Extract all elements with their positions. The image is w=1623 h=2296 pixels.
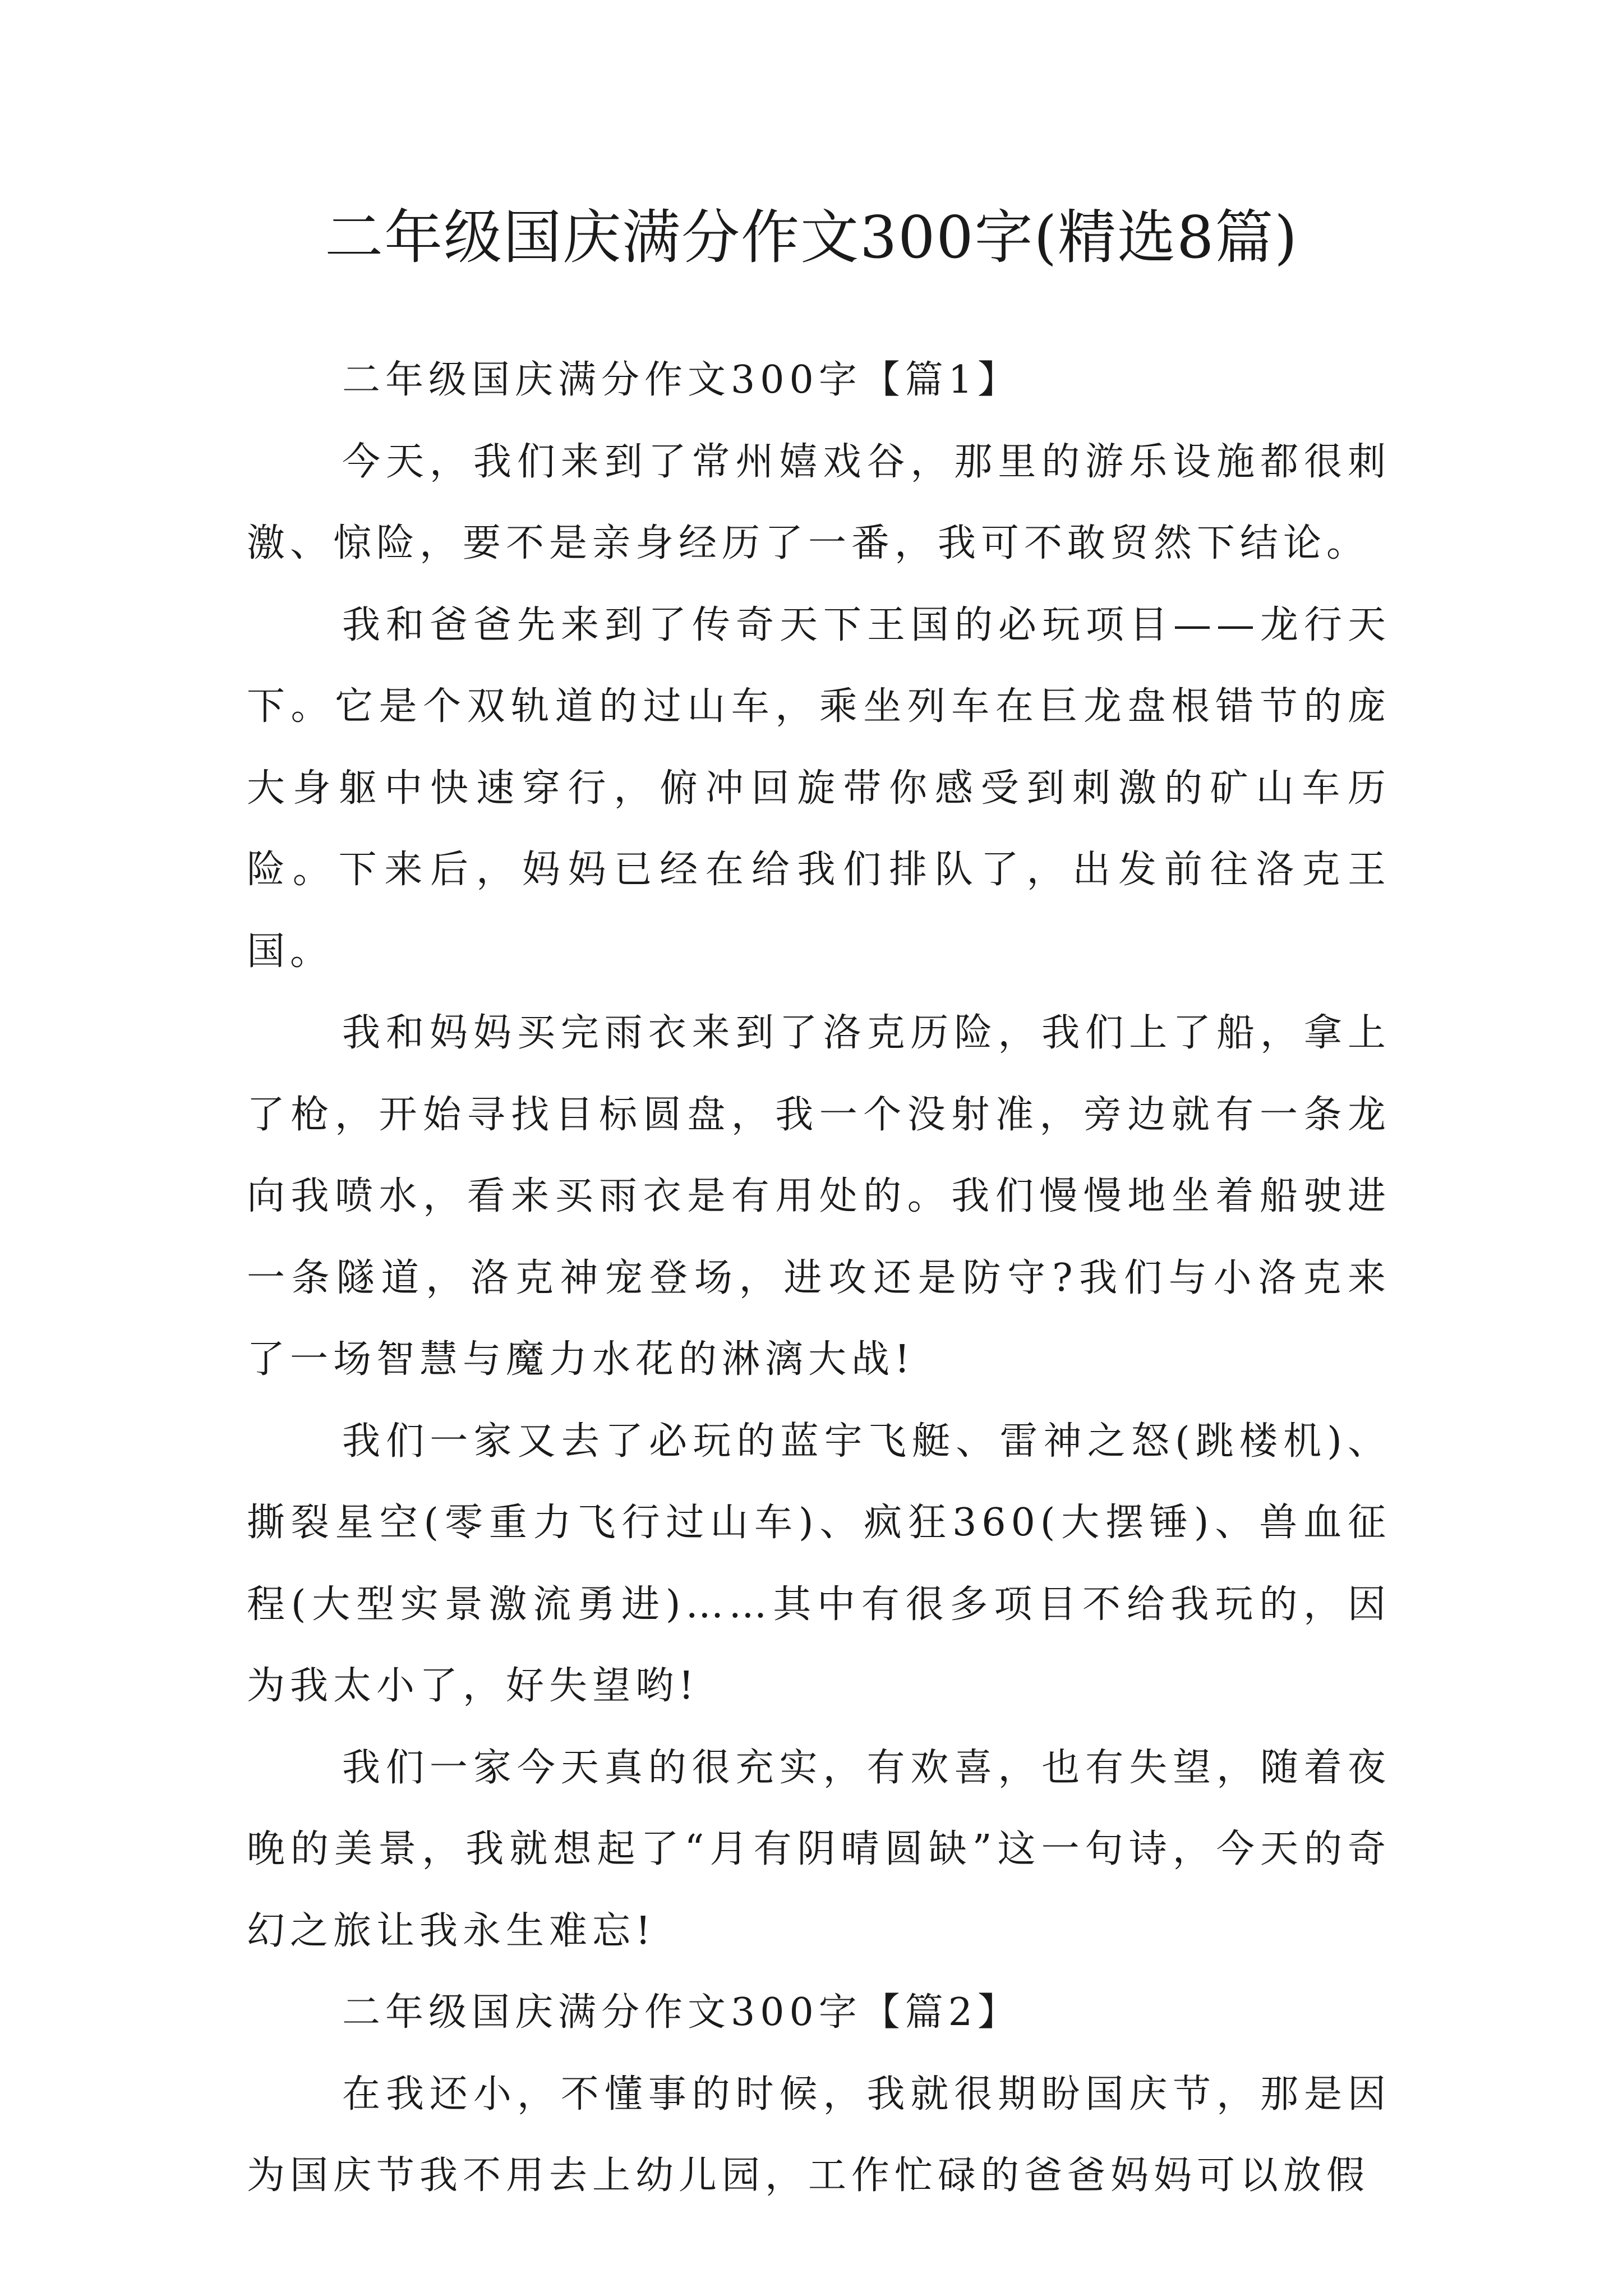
paragraph: 我和爸爸先来到了传奇天下王国的必玩项目——龙行天下。它是个双轨道的过山车，乘坐列车在巨龙盘根错节的庞大身躯中快速穿行，俯冲回旋带你感受到刺激的矿山车历险。下来后，妈妈已经在给我们排队了，出发前往洛克王国。 [247,602,1391,974]
section-heading-1: 二年级国庆满分作文300字【篇1】 [342,358,1021,402]
paragraph: 我们一家今天真的很充实，有欢喜，也有失望，随着夜晚的美景，我就想起了“月有阴晴圆缺”这一句诗，今天的奇幻之旅让我永生难忘! [247,1745,1391,1953]
paragraph: 我和妈妈买完雨衣来到了洛克历险，我们上了船，拿上了枪，开始寻找目标圆盘，我一个没射准，旁边就有一条龙向我喷水，看来买雨衣是有用处的。我们慢慢地坐着船驶进一条隧道，洛克神宠登场，进攻还是防守?我们与小洛克来了一场智慧与魔力水花的淋漓大战! [247,1011,1391,1382]
paragraph: 我们一家又去了必玩的蓝宇飞艇、雷神之怒(跳楼机)、撕裂星空(零重力飞行过山车)、疯狂360(大摆锤)、兽血征程(大型实景激流勇进)……其中有很多项目不给我玩的，因为我太小了，好失望哟! [247,1419,1391,1708]
document-body [247,339,1391,2217]
paragraph: 今天，我们来到了常州嬉戏谷，那里的游乐设施都很刺激、惊险，要不是亲身经历了一番，我可不敢贸然下结论。 [247,439,1391,565]
document-title: 二年级国庆满分作文300字(精选8篇) [325,203,1298,272]
paragraph: 在我还小，不懂事的时候，我就很期盼国庆节，那是因为国庆节我不用去上幼儿园，工作忙碌的爸爸妈妈可以放假 [247,2072,1391,2198]
section-heading-2: 二年级国庆满分作文300字【篇2】 [342,1990,1021,2035]
